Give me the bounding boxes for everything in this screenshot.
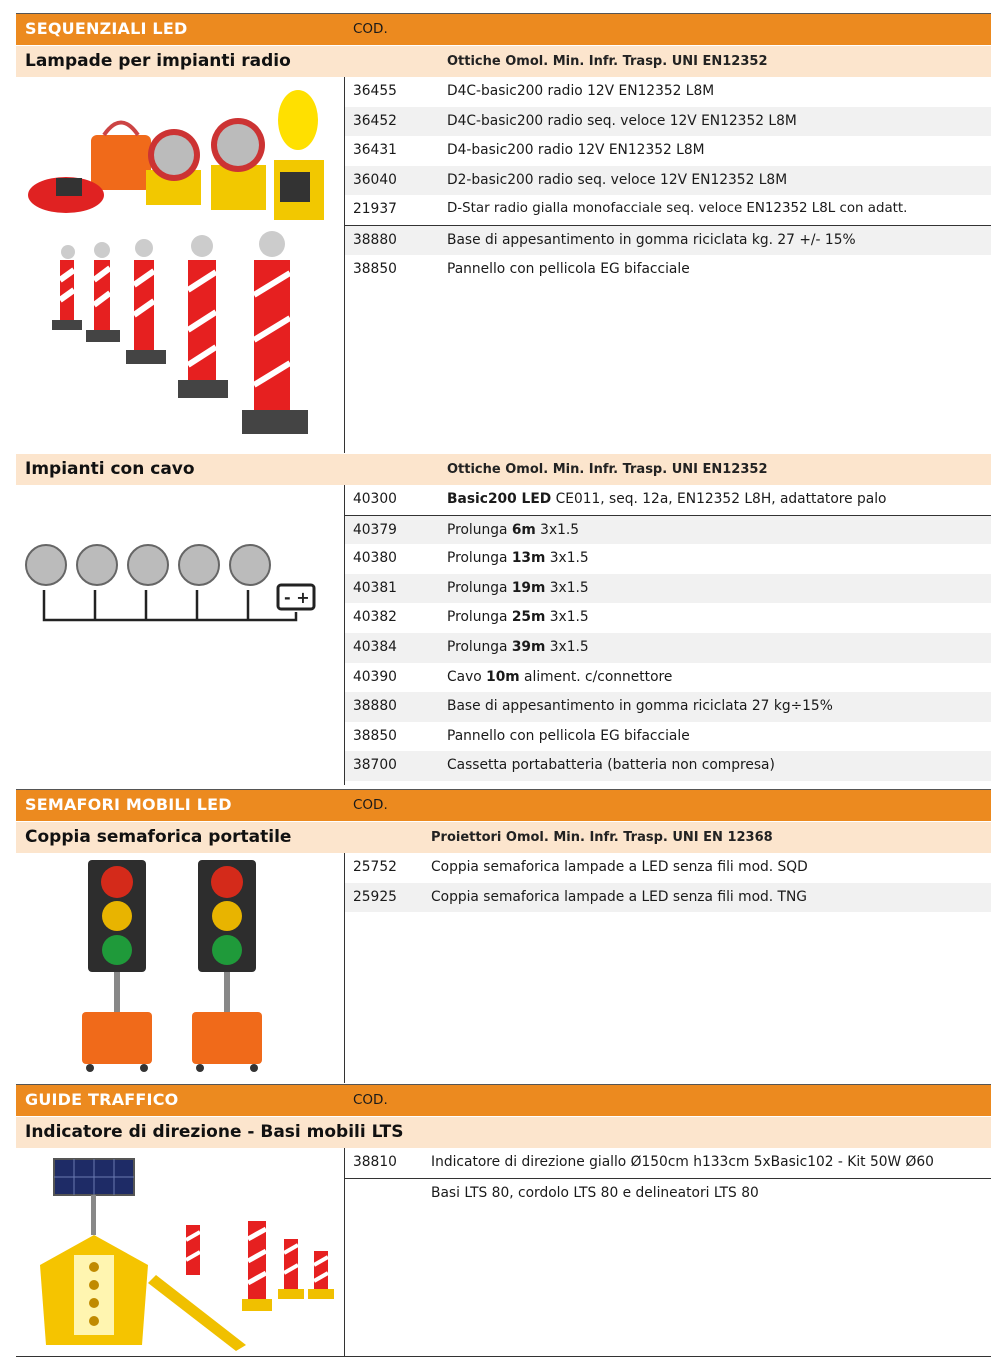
desc-bold: Basic200 LED xyxy=(447,491,552,507)
svg-text:- +: - + xyxy=(284,588,310,607)
code-cell: 21937 xyxy=(353,201,397,218)
traffic-light-left-shape xyxy=(82,860,152,1072)
desc-cell: D-Star radio gialla monofacciale seq. veloce EN12352 L8L con adatt. xyxy=(447,201,908,217)
code-cell: 36040 xyxy=(353,171,397,188)
table-row xyxy=(345,195,991,225)
yellow-indicator-shape xyxy=(40,1235,148,1345)
table-semafori xyxy=(345,853,991,912)
desc-cell: 3x1.5 xyxy=(545,638,589,655)
table-row xyxy=(345,136,991,166)
category-bar-semafori xyxy=(16,789,991,821)
dstar-battery-shape xyxy=(280,172,310,202)
code-cell: 38850 xyxy=(353,727,397,744)
code-cell: 38850 xyxy=(353,260,397,277)
code-cell: 40381 xyxy=(353,579,397,596)
desc-bold: 10m xyxy=(486,668,520,685)
table-guide xyxy=(345,1148,991,1207)
desc-cell: Basi LTS 80, cordolo LTS 80 e delineatori LTS 80 xyxy=(431,1184,759,1201)
table-row xyxy=(345,107,991,137)
desc-cell: Pannello con pellicola EG bifacciale xyxy=(447,260,690,277)
group-title: Lampade per impianti radio xyxy=(25,51,291,71)
lamp-lens-shape xyxy=(217,124,259,166)
table-row xyxy=(345,574,991,604)
desc-cell: Cassetta portabatteria (batteria non compresa) xyxy=(447,757,775,774)
desc-cell: Base di appesantimento in gomma riciclata kg. 27 +/- 15% xyxy=(447,231,856,248)
code-cell: 38700 xyxy=(353,757,397,774)
code-cell: 40379 xyxy=(353,521,397,538)
desc-bold: 19m xyxy=(511,579,546,596)
traffic-lights-image xyxy=(16,858,344,1080)
dstar-lamp-shape xyxy=(278,90,318,150)
case-handle-shape xyxy=(104,123,138,136)
code-cell: 25925 xyxy=(353,888,397,905)
category-title: GUIDE TRAFFICO xyxy=(25,1090,179,1109)
table-cavo xyxy=(345,485,991,781)
table-row xyxy=(345,255,991,285)
group-title: Indicatore di direzione - Basi mobili LTS xyxy=(25,1122,404,1142)
cod-header: COD. xyxy=(353,21,388,37)
code-cell: 38880 xyxy=(353,698,397,715)
category-bar-guide xyxy=(16,1084,991,1116)
table-row xyxy=(345,663,991,693)
desc-pre: Cavo xyxy=(447,668,487,685)
group-title: Impianti con cavo xyxy=(25,459,195,479)
desc-cell: Base di appesantimento in gomma riciclata 27 kg÷15% xyxy=(447,698,833,715)
desc-cell: Indicatore di direzione giallo Ø150cm h133cm 5xBasic102 - Kit 50W Ø60 xyxy=(431,1154,934,1170)
desc-cell: aliment. c/connettore xyxy=(519,668,673,685)
desc-pre: Prolunga xyxy=(447,638,512,655)
desc-cell: 3x1.5 xyxy=(535,521,580,538)
code-cell: 40300 xyxy=(353,491,397,507)
desc-cell: 3x1.5 xyxy=(545,609,589,626)
desc-cell: Pannello con pellicola EG bifacciale xyxy=(447,727,690,744)
code-cell: 36452 xyxy=(353,112,397,129)
cable-chain-image xyxy=(16,540,344,640)
table-row xyxy=(345,515,991,545)
desc-cell: 3x1.5 xyxy=(545,550,589,567)
group-norm-note: Ottiche Omol. Min. Infr. Trasp. UNI EN12352 xyxy=(447,54,768,69)
desc-cell: Coppia semaforica lampade a LED senza fili mod. SQD xyxy=(431,859,808,875)
table-row xyxy=(345,692,991,722)
group-header-guide xyxy=(16,1117,991,1148)
code-cell: 40380 xyxy=(353,550,397,567)
table-row xyxy=(345,633,991,663)
table-radio xyxy=(345,77,991,284)
category-title: SEMAFORI MOBILI LED xyxy=(25,795,232,814)
desc-pre: Prolunga xyxy=(447,609,512,626)
desc-cell: D4-basic200 radio 12V EN12352 L8M xyxy=(447,142,705,159)
table-row xyxy=(345,883,991,913)
desc-bold: 25m xyxy=(511,609,546,626)
desc-cell: D2-basic200 radio seq. veloce 12V EN12352 L8M xyxy=(447,171,788,188)
code-cell: 25752 xyxy=(353,859,397,875)
code-cell: 38810 xyxy=(353,1154,397,1170)
group-norm-note: Ottiche Omol. Min. Infr. Trasp. UNI EN12352 xyxy=(447,462,768,477)
desc-bold: 39m xyxy=(511,638,546,655)
desc-cell: CE011, seq. 12a, EN12352 L8H, adattatore palo xyxy=(551,491,887,507)
code-cell: 36455 xyxy=(353,83,397,99)
mobile-bases-shape xyxy=(148,1221,334,1351)
desc-cell: D4C-basic200 radio 12V EN12352 L8M xyxy=(447,83,715,99)
desc-pre: Prolunga xyxy=(447,579,512,596)
desc-cell: Coppia semaforica lampade a LED senza fili mod. TNG xyxy=(431,888,807,905)
desc-pre: Prolunga xyxy=(447,550,512,567)
group-norm-note: Proiettori Omol. Min. Infr. Trasp. UNI EN 12368 xyxy=(431,830,773,845)
desc-pre: Prolunga xyxy=(447,521,512,538)
desc-cell: D4C-basic200 radio seq. veloce 12V EN12352 L8M xyxy=(447,112,797,129)
code-cell: 38880 xyxy=(353,231,397,248)
group-header-radio xyxy=(16,46,991,77)
bottom-rule xyxy=(16,1356,991,1357)
table-row xyxy=(345,544,991,574)
table-row xyxy=(345,853,991,883)
desc-bold: 13m xyxy=(511,550,546,567)
category-title: SEQUENZIALI LED xyxy=(25,19,188,38)
panels-row-shape xyxy=(52,231,308,434)
table-row xyxy=(345,77,991,107)
code-cell: 40382 xyxy=(353,609,397,626)
direction-indicator-image xyxy=(16,1155,344,1355)
desc-bold: 6m xyxy=(511,521,536,538)
base-module-shape xyxy=(56,178,82,196)
cod-header: COD. xyxy=(353,1092,388,1108)
desc-cell: 3x1.5 xyxy=(545,579,589,596)
category-bar-sequenziali xyxy=(16,13,991,45)
table-row xyxy=(345,603,991,633)
code-cell: 36431 xyxy=(353,142,397,159)
table-row xyxy=(345,751,991,781)
battery-case-shape xyxy=(91,135,151,190)
table-row xyxy=(345,1148,991,1178)
group-header-cavo xyxy=(16,454,991,485)
cod-header: COD. xyxy=(353,797,388,813)
radio-lamps-image xyxy=(16,80,344,450)
table-row xyxy=(345,225,991,255)
table-row xyxy=(345,485,991,515)
code-cell: 40390 xyxy=(353,668,397,685)
table-row xyxy=(345,722,991,752)
solar-panel-shape xyxy=(54,1159,134,1235)
table-row xyxy=(345,1178,991,1208)
lamp-lens-shape xyxy=(154,135,194,175)
code-cell: 40384 xyxy=(353,638,397,655)
group-header-semafori xyxy=(16,822,991,853)
table-row xyxy=(345,166,991,196)
group-title: Coppia semaforica portatile xyxy=(25,827,292,847)
traffic-light-right-shape xyxy=(192,860,262,1072)
